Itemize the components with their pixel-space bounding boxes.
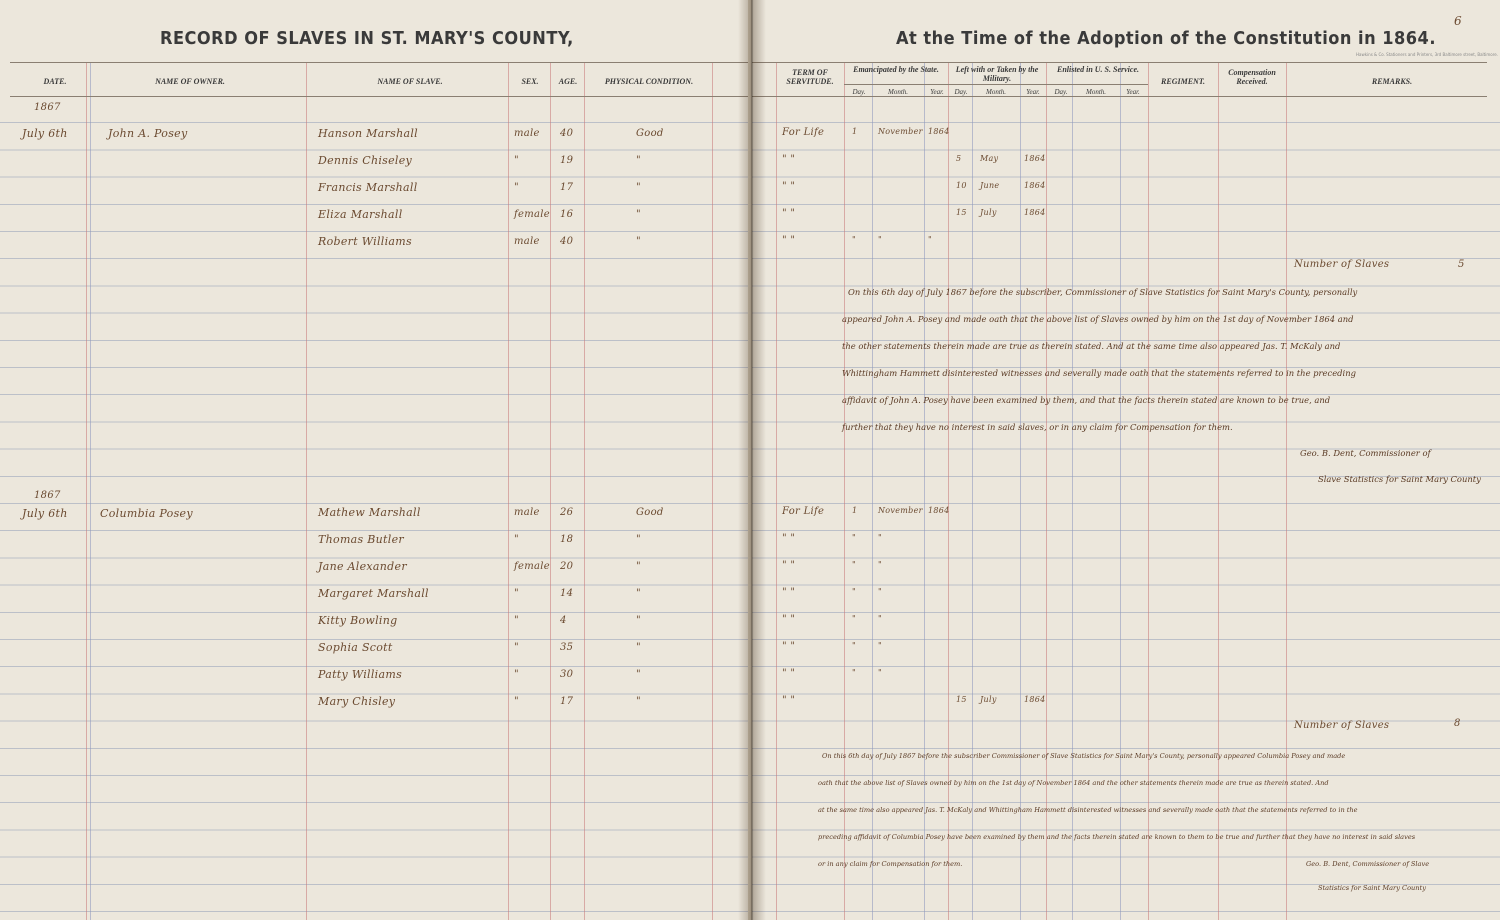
military-date-part: July bbox=[980, 208, 997, 217]
military-date-part: 15 bbox=[956, 695, 967, 704]
emancipated-date-part: " bbox=[852, 533, 856, 542]
page-title-right: At the Time of the Adoption of the Constitution in 1864. bbox=[896, 28, 1436, 49]
slave-age: 4 bbox=[560, 615, 567, 626]
slave-sex: female bbox=[514, 209, 550, 220]
slave-age: 19 bbox=[560, 155, 574, 166]
emancipated-date-part: " bbox=[852, 668, 856, 677]
slave-name: Kitty Bowling bbox=[318, 614, 398, 627]
slave-sex: male bbox=[514, 236, 540, 247]
emancipated-date-part: " bbox=[852, 235, 856, 244]
subheader-month: Month. bbox=[1085, 88, 1107, 96]
slave-age: 18 bbox=[560, 534, 574, 545]
affidavit-2-line: preceding affidavit of Columbia Posey have been examined by them and the facts therein stated are known to them to be true and further that they have no interest in said slaves bbox=[818, 833, 1416, 841]
slave-name: Hanson Marshall bbox=[318, 127, 418, 140]
emancipated-date-part: " bbox=[928, 235, 932, 244]
servitude-term: " " bbox=[782, 641, 796, 652]
emancipated-date-part: 1 bbox=[852, 127, 858, 136]
servitude-term: " " bbox=[782, 614, 796, 625]
military-date-part: 15 bbox=[956, 208, 967, 217]
slave-count-label-2: Number of Slaves bbox=[1294, 720, 1390, 731]
slave-condition: " bbox=[636, 669, 641, 680]
slave-age: 35 bbox=[560, 642, 574, 653]
slave-age: 17 bbox=[560, 182, 574, 193]
slave-name: Dennis Chiseley bbox=[318, 154, 413, 167]
signature-2-line-2: Statistics for Saint Mary County bbox=[1318, 884, 1426, 892]
servitude-term: " " bbox=[782, 587, 796, 598]
slave-sex: male bbox=[514, 507, 540, 518]
subheader-month: Month. bbox=[985, 88, 1007, 96]
slave-count-value-1: 5 bbox=[1458, 259, 1465, 270]
header-date: DATE. bbox=[43, 77, 67, 86]
subheader-day: Day. bbox=[1054, 88, 1068, 96]
military-date-part: 1864 bbox=[1024, 181, 1046, 190]
slave-condition: " bbox=[636, 209, 641, 220]
military-date-part: 5 bbox=[956, 154, 962, 163]
entry-1-date: July 6th bbox=[22, 127, 68, 140]
emancipated-date-part: " bbox=[852, 614, 856, 623]
emancipated-date-part: 1864 bbox=[928, 506, 950, 515]
slave-age: 26 bbox=[560, 507, 574, 518]
left-page bbox=[0, 0, 748, 920]
slave-condition: " bbox=[636, 615, 641, 626]
emancipated-date-part: " bbox=[852, 641, 856, 650]
military-date-part: 10 bbox=[956, 181, 967, 190]
slave-name: Patty Williams bbox=[318, 668, 403, 681]
servitude-term: " " bbox=[782, 560, 796, 571]
servitude-term: For Life bbox=[782, 127, 825, 138]
military-date-part: May bbox=[980, 154, 999, 163]
military-date-part: June bbox=[980, 181, 1000, 190]
emancipated-date-part: " bbox=[878, 587, 882, 596]
subheader-day: Day. bbox=[954, 88, 968, 96]
signature-2-line-1: Geo. B. Dent, Commissioner of Slave bbox=[1306, 860, 1430, 868]
header-regiment: REGIMENT. bbox=[1161, 77, 1205, 86]
slave-condition: " bbox=[636, 155, 641, 166]
emancipated-date-part: " bbox=[878, 641, 882, 650]
printer-imprint: Hawkins & Co. Stationers and Printers, 3rd Baltimore street, Baltimore. bbox=[1356, 52, 1498, 57]
entry-2-date: July 6th bbox=[22, 507, 68, 520]
servitude-term: For Life bbox=[782, 506, 825, 517]
slave-condition: " bbox=[636, 182, 641, 193]
slave-condition: Good bbox=[636, 507, 664, 518]
military-date-part: 1864 bbox=[1024, 208, 1046, 217]
servitude-term: " " bbox=[782, 533, 796, 544]
military-date-part: 1864 bbox=[1024, 695, 1046, 704]
slave-name: Sophia Scott bbox=[318, 641, 393, 654]
entry-1-year: 1867 bbox=[34, 102, 61, 113]
subheader-year: Year. bbox=[1126, 88, 1140, 96]
slave-sex: " bbox=[514, 642, 519, 653]
slave-name: Thomas Butler bbox=[318, 533, 404, 546]
slave-sex: " bbox=[514, 155, 519, 166]
slave-age: 17 bbox=[560, 696, 574, 707]
slave-condition: " bbox=[636, 696, 641, 707]
slave-sex: " bbox=[514, 182, 519, 193]
subheader-year: Year. bbox=[1026, 88, 1040, 96]
affidavit-1-line: affidavit of John A. Posey have been examined by them, and that the facts therein stated are known to be true, and bbox=[842, 395, 1331, 405]
slave-sex: " bbox=[514, 615, 519, 626]
slave-name: Margaret Marshall bbox=[318, 587, 429, 600]
affidavit-2-line: oath that the above list of Slaves owned by him on the 1st day of November 1864 and the other statements therein made are true as therein stated. And bbox=[818, 779, 1329, 787]
affidavit-2-line: or in any claim for Compensation for them. bbox=[818, 860, 963, 868]
affidavit-1-line: Whittingham Hammett disinterested witnesses and severally made oath that the statements referred to in the preceding bbox=[842, 368, 1356, 378]
servitude-term: " " bbox=[782, 208, 796, 219]
slave-name: Mathew Marshall bbox=[318, 506, 421, 519]
header-emancipated: Emancipated by the State. bbox=[853, 65, 939, 74]
entry-2-year: 1867 bbox=[34, 490, 61, 501]
entry-1-owner: John A. Posey bbox=[108, 127, 188, 140]
slave-age: 40 bbox=[560, 236, 574, 247]
header-left-military: Left with or Taken by the Military. bbox=[955, 65, 1039, 83]
emancipated-date-part: November bbox=[878, 506, 923, 515]
emancipated-date-part: " bbox=[878, 235, 882, 244]
affidavit-2-line: On this 6th day of July 1867 before the subscriber Commissioner of Slave Statistics for Saint Mary's County, personally appeared Columbia Posey and made bbox=[822, 752, 1346, 760]
slave-name: Francis Marshall bbox=[318, 181, 418, 194]
emancipated-date-part: " bbox=[878, 668, 882, 677]
slave-sex: " bbox=[514, 669, 519, 680]
page-number: 6 bbox=[1454, 14, 1462, 28]
servitude-term: " " bbox=[782, 181, 796, 192]
emancipated-date-part: " bbox=[878, 560, 882, 569]
emancipated-date-part: 1 bbox=[852, 506, 858, 515]
header-condition: PHYSICAL CONDITION. bbox=[604, 77, 694, 86]
slave-sex: " bbox=[514, 534, 519, 545]
emancipated-date-part: " bbox=[878, 614, 882, 623]
slave-condition: " bbox=[636, 642, 641, 653]
slave-age: 40 bbox=[560, 128, 574, 139]
military-date-part: July bbox=[980, 695, 997, 704]
slave-count-value-2: 8 bbox=[1454, 718, 1461, 729]
servitude-term: " " bbox=[782, 695, 796, 706]
slave-condition: " bbox=[636, 588, 641, 599]
affidavit-1-line: appeared John A. Posey and made oath that the above list of Slaves owned by him on the 1st day of November 1864 and bbox=[842, 314, 1354, 324]
subheader-day: Day. bbox=[852, 88, 866, 96]
slave-name: Mary Chisley bbox=[318, 695, 396, 708]
slave-condition: " bbox=[636, 561, 641, 572]
slave-age: 16 bbox=[560, 209, 574, 220]
header-remarks: REMARKS. bbox=[1371, 77, 1413, 86]
slave-sex: " bbox=[514, 588, 519, 599]
slave-sex: female bbox=[514, 561, 550, 572]
header-age: AGE. bbox=[558, 77, 578, 86]
header-enlisted: Enlisted in U. S. Service. bbox=[1056, 65, 1139, 74]
slave-condition: " bbox=[636, 534, 641, 545]
signature-1-line-2: Slave Statistics for Saint Mary County bbox=[1318, 474, 1481, 484]
military-date-part: 1864 bbox=[1024, 154, 1046, 163]
affidavit-1-line: further that they have no interest in said slaves, or in any claim for Compensation for them. bbox=[842, 422, 1233, 432]
emancipated-date-part: " bbox=[878, 533, 882, 542]
slave-name: Robert Williams bbox=[318, 235, 412, 248]
header-sex: SEX. bbox=[521, 77, 539, 86]
right-page bbox=[752, 0, 1500, 920]
slave-sex: male bbox=[514, 128, 540, 139]
servitude-term: " " bbox=[782, 154, 796, 165]
header-compensation: Compensation Received. bbox=[1228, 68, 1276, 86]
slave-name: Jane Alexander bbox=[318, 560, 407, 573]
header-slave: NAME OF SLAVE. bbox=[377, 77, 443, 86]
book-gutter bbox=[738, 0, 766, 920]
slave-count-label-1: Number of Slaves bbox=[1294, 259, 1390, 270]
emancipated-date-part: " bbox=[852, 587, 856, 596]
emancipated-date-part: 1864 bbox=[928, 127, 950, 136]
header-owner: NAME OF OWNER. bbox=[155, 77, 225, 86]
slave-name: Eliza Marshall bbox=[318, 208, 403, 221]
affidavit-1-line: On this 6th day of July 1867 before the subscriber, Commissioner of Slave Statistics for Saint Mary's County, personally bbox=[848, 287, 1358, 297]
slave-age: 20 bbox=[560, 561, 574, 572]
emancipated-date-part: November bbox=[878, 127, 923, 136]
affidavit-2-line: at the same time also appeared Jas. T. McKaly and Whittingham Hammett disinterested witnesses and severally made oath that the statements referred to in the bbox=[818, 806, 1358, 814]
page-title-left: RECORD OF SLAVES IN ST. MARY'S COUNTY, bbox=[160, 28, 574, 49]
entry-2-owner: Columbia Posey bbox=[100, 507, 193, 520]
slave-condition: Good bbox=[636, 128, 664, 139]
affidavit-1-line: the other statements therein made are true as therein stated. And at the same time also appeared Jas. T. McKaly and bbox=[842, 341, 1341, 351]
subheader-month: Month. bbox=[887, 88, 909, 96]
emancipated-date-part: " bbox=[852, 560, 856, 569]
slave-sex: " bbox=[514, 696, 519, 707]
servitude-term: " " bbox=[782, 668, 796, 679]
signature-1-line-1: Geo. B. Dent, Commissioner of bbox=[1300, 448, 1431, 458]
header-term: TERM OF SERVITUDE. bbox=[786, 68, 834, 86]
subheader-year: Year. bbox=[930, 88, 944, 96]
slave-age: 30 bbox=[560, 669, 574, 680]
slave-condition: " bbox=[636, 236, 641, 247]
servitude-term: " " bbox=[782, 235, 796, 246]
slave-age: 14 bbox=[560, 588, 574, 599]
